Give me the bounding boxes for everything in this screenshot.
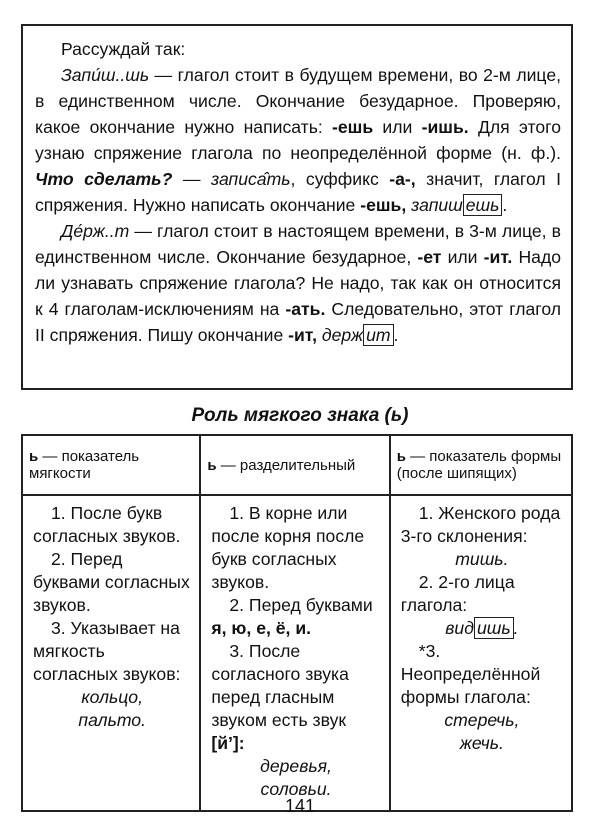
text-run: ь xyxy=(396,448,406,465)
rule-line xyxy=(33,502,191,548)
text-run: я, ю, е, ё, и. xyxy=(211,618,312,638)
rule-line xyxy=(401,640,563,709)
text-run: -ешь xyxy=(332,117,374,137)
text-run: кольцо, xyxy=(81,687,143,707)
rule-line xyxy=(211,594,380,640)
text-run: соловьи. xyxy=(260,779,332,799)
text-run: -ишь. xyxy=(421,117,469,137)
text-run: [й’]: xyxy=(211,733,245,753)
rule-line xyxy=(33,548,191,617)
example-word xyxy=(401,617,563,640)
section-title: Роль мягкого знака (ь) xyxy=(191,405,409,426)
example-word xyxy=(401,732,563,755)
text-run: тишь. xyxy=(455,549,509,569)
rule-box xyxy=(21,24,573,390)
rule-box-content xyxy=(35,36,561,348)
text-run: 3. После согласного звука перед гласным звуком есть звук xyxy=(211,641,349,730)
table-header-cell xyxy=(390,435,572,495)
text-run: 2. Перед буквами xyxy=(229,595,373,615)
soft-sign-table xyxy=(21,434,573,812)
text-run: держ xyxy=(321,325,364,345)
text-run: — глагол стоит в будущем времени, во 2-м лице, в единственном числе. Окончание безударное. Проверяю, какое окончание нужно написать: xyxy=(35,65,561,137)
text-run: Запи́ш..шь xyxy=(61,65,150,85)
text-run: 1. Женского рода 3-го склонения: xyxy=(400,503,561,546)
rule-intro: Рассуждай так: xyxy=(61,39,186,59)
rule-line xyxy=(33,617,191,686)
example-word xyxy=(211,755,380,778)
ending-box: ешь xyxy=(463,194,503,216)
text-run: Что сделать? xyxy=(35,169,173,189)
example-word xyxy=(33,686,191,709)
text-run: -ит. xyxy=(483,247,513,267)
text-run: , суффикс xyxy=(290,169,390,189)
text-run: жечь. xyxy=(459,733,504,753)
rule-line xyxy=(401,571,563,617)
text-run: вид xyxy=(445,618,474,638)
text-run: -ит, xyxy=(288,325,317,345)
example-word xyxy=(401,548,563,571)
text-run: 1. В корне или после корня после букв согласных звуков. xyxy=(211,503,365,592)
text-run: деревья, xyxy=(260,756,332,776)
text-run: пальто. xyxy=(78,710,146,730)
text-run: — xyxy=(172,169,211,189)
text-run: Де́рж..т xyxy=(61,221,130,241)
text-run: — показатель мягкости xyxy=(29,448,140,482)
text-run: . xyxy=(393,325,399,345)
text-run: 2. 2-го лица глагола: xyxy=(400,572,515,615)
rule-line xyxy=(401,502,563,548)
text-run: ь xyxy=(29,448,39,465)
text-run: -а-, xyxy=(389,169,416,189)
rule-line xyxy=(211,502,380,594)
table-cell-form xyxy=(390,495,572,811)
table-header-cell xyxy=(200,435,389,495)
text-run: стеречь, xyxy=(444,710,520,730)
text-run: значит, глагол I спряжения. Нужно написать окончание xyxy=(35,169,562,215)
rule-paragraph-2 xyxy=(35,218,561,348)
text-run: или xyxy=(373,117,422,137)
text-run: Для этого узнаю спряжение глагола по неопределённой форме (н. ф.). xyxy=(35,117,561,163)
text-run: . xyxy=(502,195,508,215)
text-run: Надо ли узнавать спряжение глагола? Не надо, так как он относится к 4 глаголам-исключениям на xyxy=(35,247,561,319)
example-word xyxy=(33,709,191,732)
table-header-cell xyxy=(22,435,200,495)
ending-box: ишь xyxy=(474,617,514,639)
text-run: запиш xyxy=(411,195,463,215)
text-run: . xyxy=(513,618,519,638)
text-run: — разделительный xyxy=(216,456,356,474)
text-run: — показатель формы (после шипящих) xyxy=(396,448,562,482)
table-cell-separating xyxy=(200,495,389,811)
text-run: 2. Перед буквами согласных звуков. xyxy=(33,549,190,615)
text-run: 1. После букв согласных звуков. xyxy=(33,503,181,546)
text-run: -ешь, xyxy=(360,195,407,215)
rule-line xyxy=(211,640,380,755)
table-header-row xyxy=(22,435,572,495)
text-run: -ет xyxy=(417,247,442,267)
example-word xyxy=(401,709,563,732)
text-run: записа̂ть xyxy=(210,169,291,189)
text-run: *3. Неопределённой формы глагола: xyxy=(400,641,541,707)
table-cell-softness xyxy=(22,495,200,811)
text-run: Следовательно, этот глагол II спряжения. Пишу окончание xyxy=(35,299,561,345)
rule-paragraph-1 xyxy=(35,62,561,218)
text-run: или xyxy=(441,247,484,267)
text-run: -ать. xyxy=(285,299,326,319)
table-row xyxy=(22,495,572,811)
text-run: 3. Указывает на мягкость согласных звуков: xyxy=(33,618,181,684)
ending-box: ит xyxy=(363,324,393,346)
text-run: — глагол стоит в настоящем времени, в 3-м лице, в единственном числе. Окончание безударное, xyxy=(35,221,561,267)
page-number: 141 xyxy=(284,796,316,816)
text-run: ь xyxy=(207,456,217,474)
